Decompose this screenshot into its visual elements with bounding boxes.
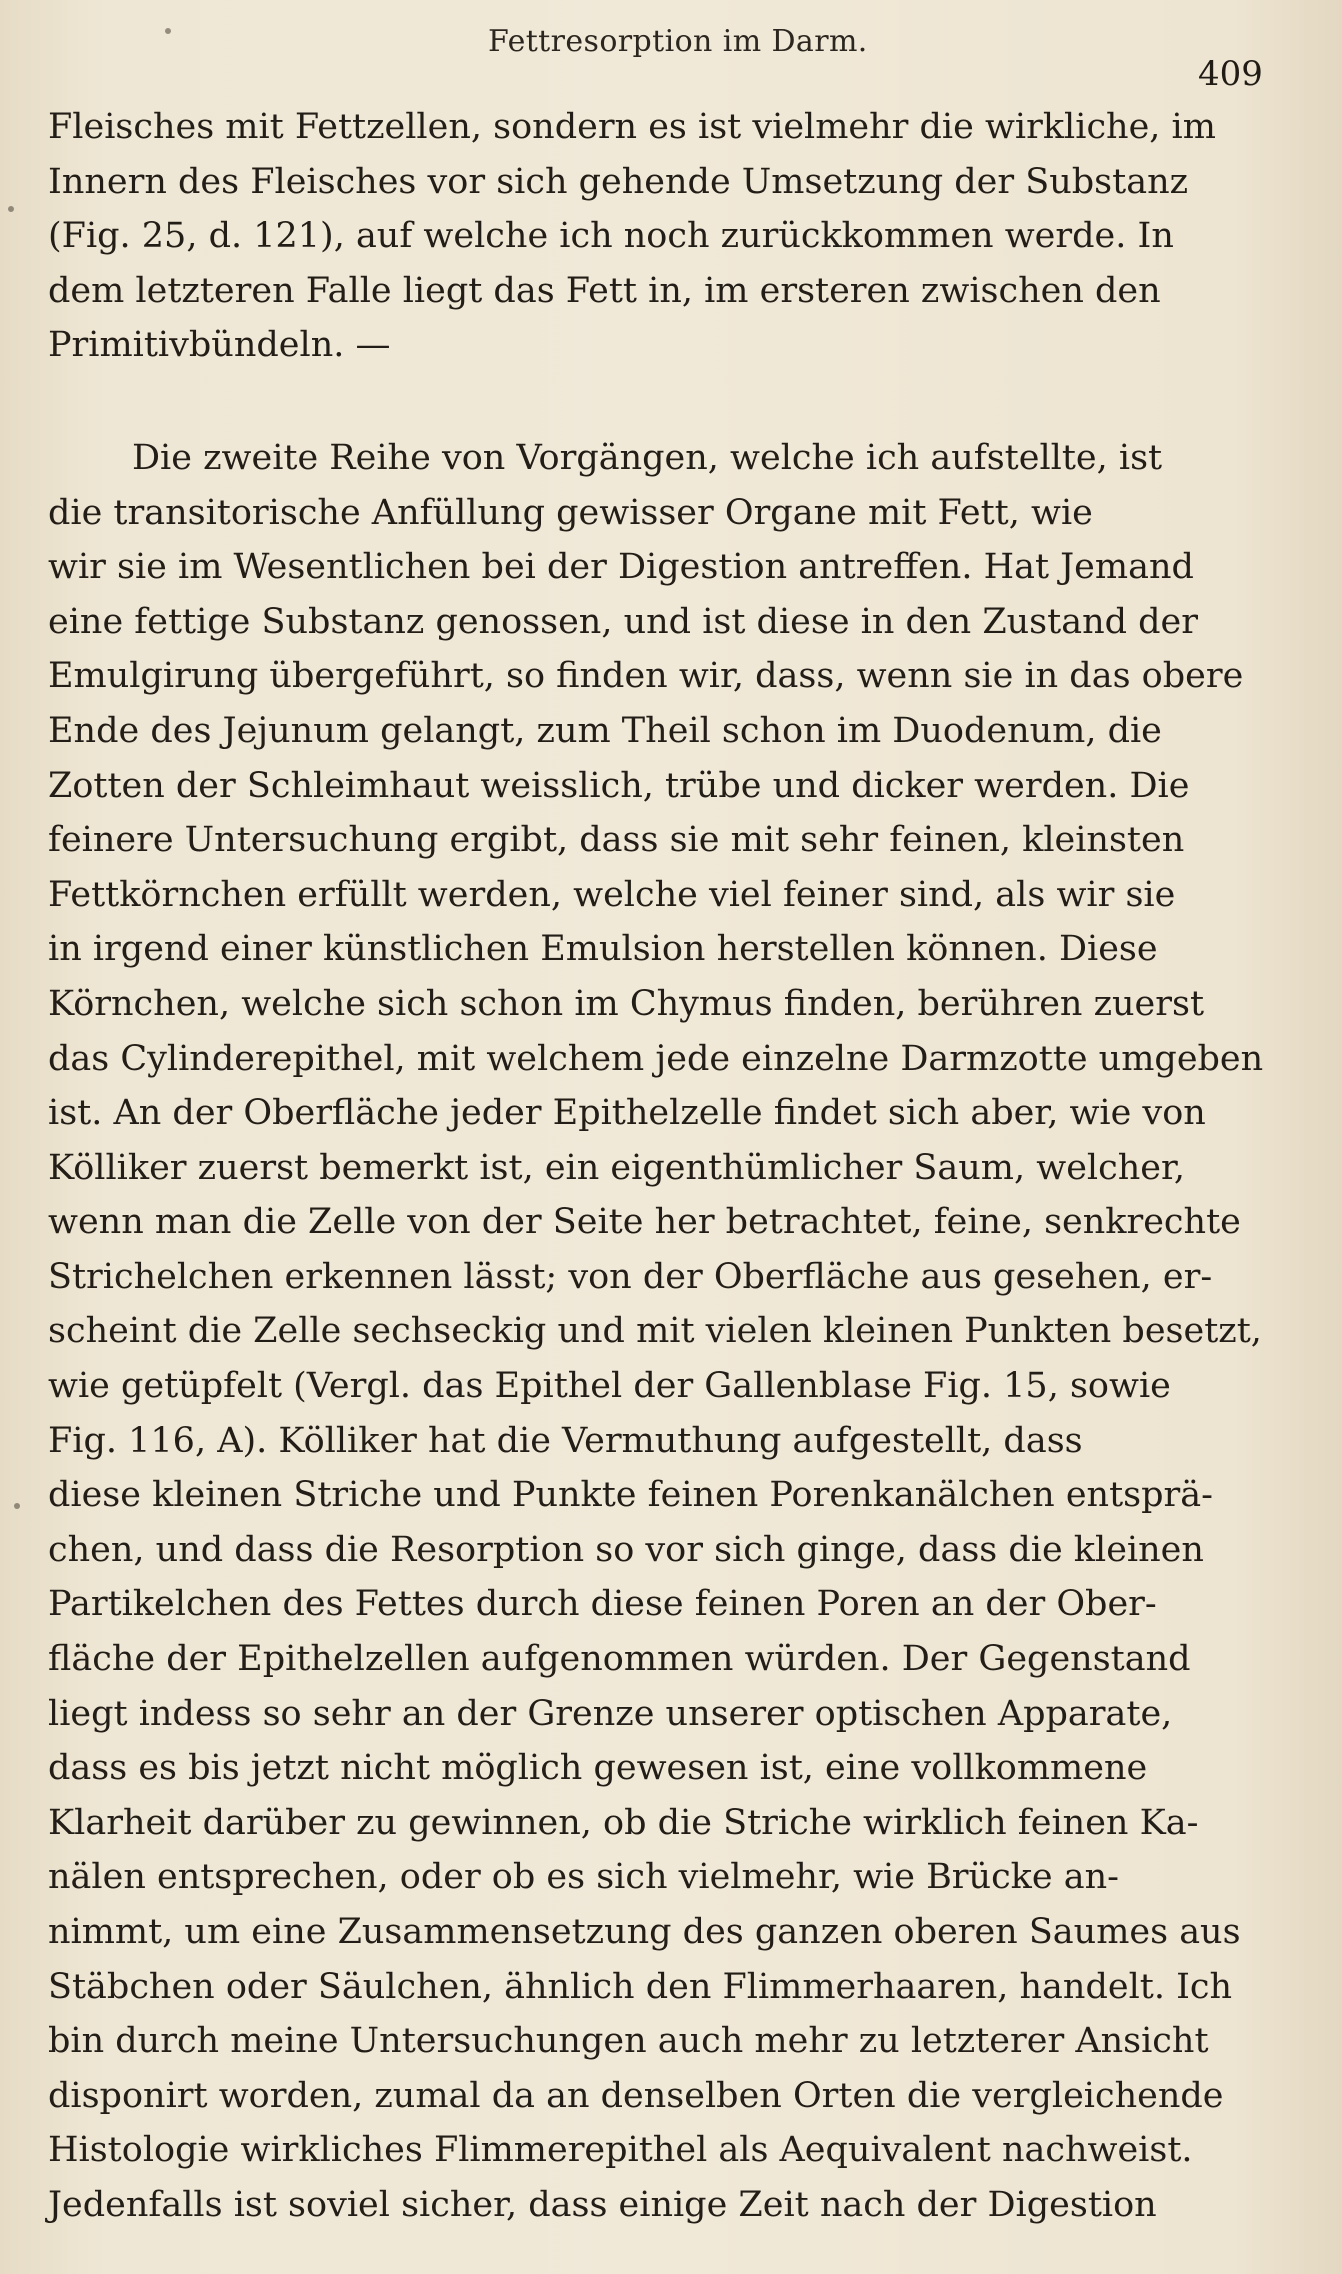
- text-line: Innern des Fleisches vor sich gehende Umsetzung der Substanz: [48, 161, 1189, 202]
- text-line: Histologie wirkliches Flimmerepithel als Aequivalent nachweist.: [48, 2130, 1193, 2171]
- text-line: Körnchen, welche sich schon im Chymus finden, berühren zuerst: [48, 983, 1205, 1024]
- text-line: wie getüpfelt (Vergl. das Epithel der Gallenblase Fig. 15, sowie: [48, 1366, 1171, 1407]
- text-line: (Fig. 25, d. 121), auf welche ich noch zurückkommen werde. In: [48, 216, 1174, 257]
- text-line: Stäbchen oder Säulchen, ähnlich den Flimmerhaaren, handelt. Ich: [48, 1966, 1233, 2007]
- text-line: feinere Untersuchung ergibt, dass sie mit sehr feinen, kleinsten: [48, 820, 1185, 861]
- text-line: fläche der Epithelzellen aufgenommen würden. Der Gegenstand: [48, 1639, 1191, 1680]
- text-line: nimmt, um eine Zusammensetzung des ganzen oberen Saumes aus: [48, 1912, 1241, 1952]
- text-line: Fleisches mit Fettzellen, sondern es ist vielmehr die wirkliche, im: [48, 107, 1216, 147]
- text-line: ist. An der Oberfläche jeder Epithelzelle findet sich aber, wie von: [48, 1093, 1206, 1134]
- running-title: Fettresorption im Darm.: [488, 24, 868, 59]
- text-line: eine fettige Substanz genossen, und ist diese in den Zustand der: [48, 601, 1198, 642]
- page-number: 409: [1198, 54, 1263, 94]
- text-line: in irgend einer künstlichen Emulsion herstellen können. Diese: [48, 929, 1158, 970]
- text-line: das Cylinderepithel, mit welchem jede einzelne Darmzotte umgeben: [48, 1038, 1264, 1079]
- text-line: Emulgirung übergeführt, so finden wir, dass, wenn sie in das obere: [48, 656, 1244, 697]
- text-line: disponirt worden, zumal da an denselben Orten die vergleichende: [48, 2075, 1224, 2116]
- text-line: diese kleinen Striche und Punkte feinen Porenkanälchen entsprä-: [48, 1475, 1213, 1516]
- text-line: Fettkörnchen erfüllt werden, welche viel feiner sind, als wir sie: [48, 874, 1176, 915]
- text-line: nälen entsprechen, oder ob es sich vielmehr, wie Brücke an-: [48, 1857, 1119, 1898]
- text-line: Klarheit darüber zu gewinnen, ob die Striche wirklich feinen Ka-: [48, 1802, 1199, 1843]
- text-line: Strichelchen erkennen lässt; von der Oberfläche aus gesehen, er-: [48, 1256, 1213, 1297]
- text-line: Ende des Jejunum gelangt, zum Theil schon im Duodenum, die: [48, 710, 1162, 751]
- text-line: bin durch meine Untersuchungen auch mehr zu letzterer Ansicht: [48, 2021, 1209, 2062]
- text-line: Fig. 116, A). Kölliker hat die Vermuthung aufgestellt, dass: [48, 1420, 1083, 1461]
- margin-dot: [8, 206, 14, 212]
- margin-dot: [165, 28, 171, 34]
- text-line: Primitivbündeln. —: [48, 325, 391, 366]
- text-line: scheint die Zelle sechseckig und mit vielen kleinen Punkten besetzt,: [48, 1311, 1262, 1352]
- text-line: dem letzteren Falle liegt das Fett in, im ersteren zwischen den: [48, 270, 1161, 311]
- text-line: Die zweite Reihe von Vorgängen, welche ich aufstellte, ist: [132, 437, 1163, 478]
- margin-dot: [14, 1503, 20, 1509]
- text-line: dass es bis jetzt nicht möglich gewesen ist, eine vollkommene: [48, 1748, 1148, 1789]
- text-line: liegt indess so sehr an der Grenze unserer optischen Apparate,: [48, 1693, 1173, 1734]
- text-line: chen, und dass die Resorption so vor sich ginge, dass die kleinen: [48, 1529, 1204, 1570]
- text-line: Kölliker zuerst bemerkt ist, ein eigenthümlicher Saum, welcher,: [48, 1147, 1185, 1188]
- paragraph-gap: [48, 373, 1274, 431]
- text-line: Partikelchen des Fettes durch diese feinen Poren an der Ober-: [48, 1584, 1157, 1625]
- text-line: wir sie im Wesentlichen bei der Digestion antreffen. Hat Jemand: [48, 547, 1194, 588]
- body-text: [48, 100, 1274, 2233]
- text-line: die transitorische Anfüllung gewisser Organe mit Fett, wie: [48, 492, 1093, 533]
- text-line: wenn man die Zelle von der Seite her betrachtet, feine, senkrechte: [48, 1202, 1241, 1243]
- text-line: Jedenfalls ist soviel sicher, dass einige Zeit nach der Digestion: [48, 2184, 1157, 2225]
- text-line: Zotten der Schleimhaut weisslich, trübe und dicker werden. Die: [48, 765, 1190, 806]
